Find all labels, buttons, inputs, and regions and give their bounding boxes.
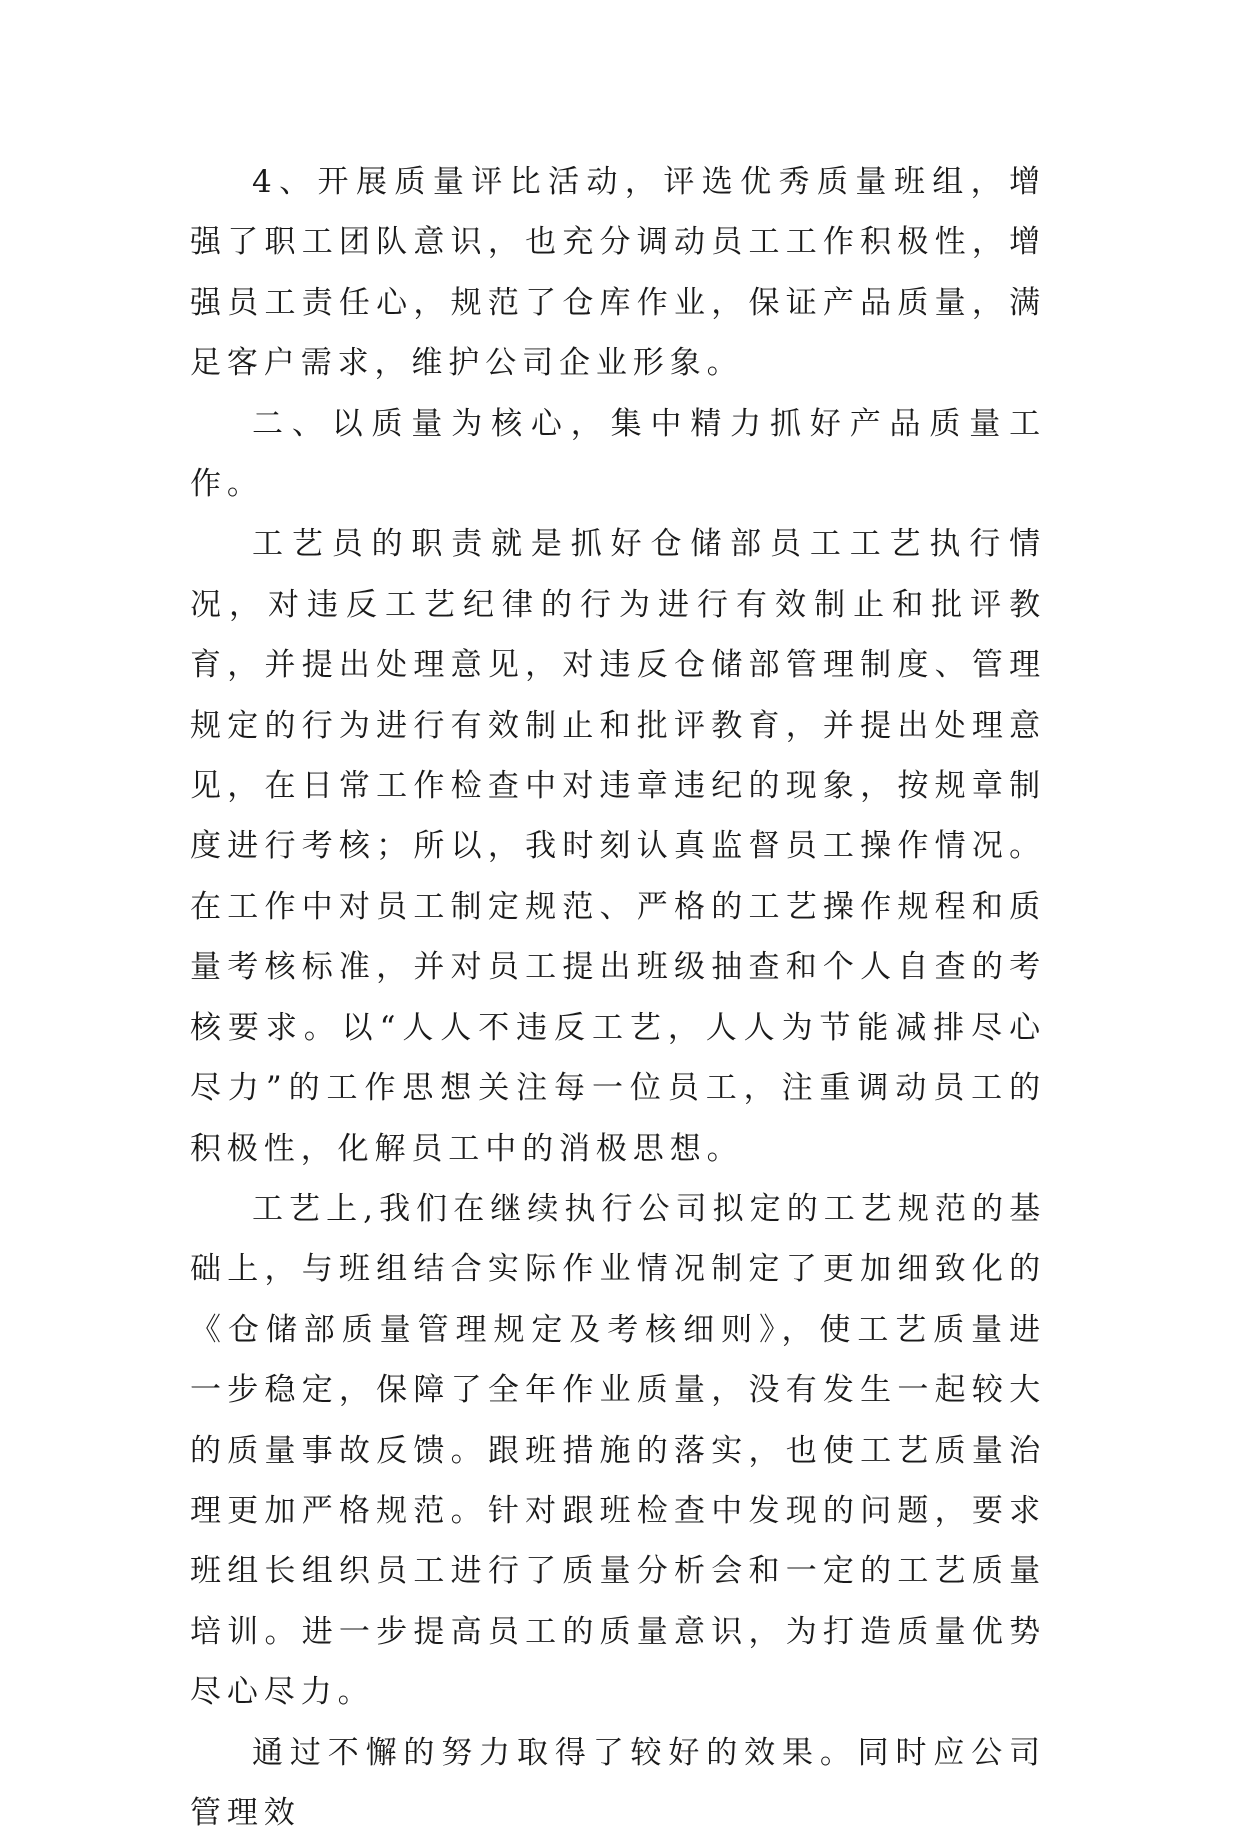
paragraph-quality-competition: 4、开展质量评比活动，评选优秀质量班组，增强了职工团队意识，也充分调动员工工作积极性，增强员工责任心，规范了仓库作业，保证产品质量，满足客户需求，维护公司企业形象。 [190,164,1046,382]
paragraph-process-standards: 工艺上,我们在继续执行公司拟定的工艺规范的基础上，与班组结合实际作业情况制定了更加细致化的《仓储部质量管理规定及考核细则》，使工艺质量进一步稳定，保障了全年作业质量，没有发生一起较大的质量事故反馈。跟班措施的落实，也使工艺质量治理更加严格规范。针对跟班检查中发现的问题，要求班组长组织员工进行了质量分析会和一定的工艺质量培训。进一步提高员工的质量意识，为打造质量优势尽心尽力。 [190,1190,1046,1711]
paragraph-results: 通过不懈的努力取得了较好的效果。同时应公司管理效 [190,1734,1046,1831]
section-heading-quality-core: 二、以质量为核心，集中精力抓好产品质量工作。 [190,405,1046,503]
paragraph-technician-duties: 工艺员的职责就是抓好仓储部员工工艺执行情况，对违反工艺纪律的行为进行有效制止和批评教育，并提出处理意见，对违反仓储部管理制度、管理规定的行为进行有效制止和批评教育，并提出处理意见，在日常工作检查中对违章违纪的现象，按规章制度进行考核；所以，我时刻认真监督员工操作情况。在工作中对员工制定规范、严格的工艺操作规程和质量考核标准，并对员工提出班级抽查和个人自查的考核要求。以“人人不违反工艺，人人为节能减排尽心尽力”的工作思想关注每一位员工，注重调动员工的积极性，化解员工中的消极思想。 [190,526,1046,1167]
document-body [190,152,1046,1843]
